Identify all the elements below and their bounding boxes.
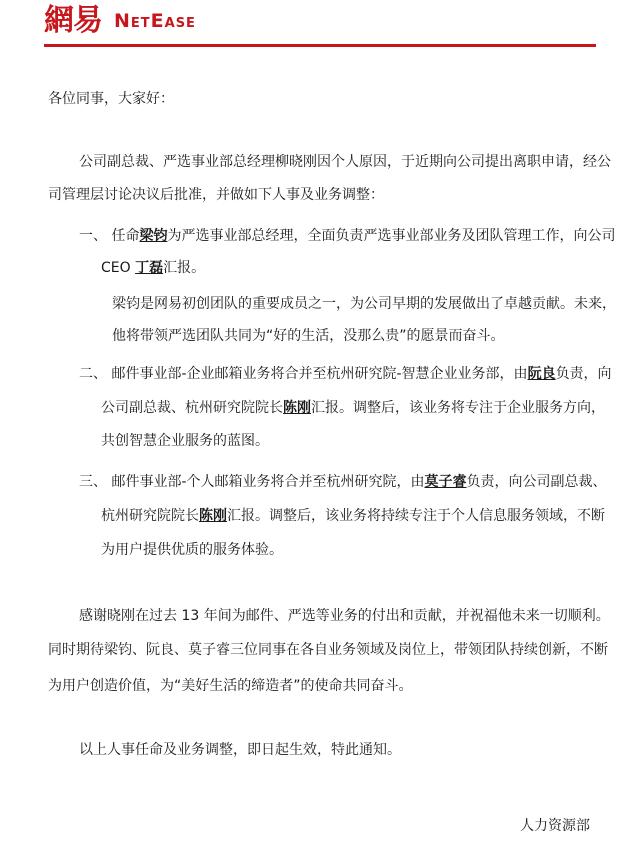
greeting: 各位同事，大家好： [48,91,174,107]
item-2-line-2 [101,398,605,418]
item-3-line-1 [79,472,607,492]
item-2-name-chengang: 陈刚 [283,400,311,416]
thanks-line-2: 同时期待梁钧、阮良、莫子睿三位同事在各自业务领域及岗位上，带领团队持续创新，不断 [48,642,608,658]
item-1-line-1 [79,226,615,246]
item-3-line-3: 为用户提供优质的服务体验。 [101,542,283,558]
netease-logo [44,3,196,38]
item-1-line-2 [101,258,205,278]
item-3-line-2 [101,506,605,526]
item-1-note-1: 梁钧是网易初创团队的重要成员之一，为公司早期的发展做出了卓越贡献。未来， [112,296,616,312]
thanks-line-3: 为用户创造价值，为“美好生活的缔造者”的使命共同奋斗。 [48,678,413,694]
thanks-line-1: 感谢晓刚在过去 13 年间为邮件、严选等业务的付出和贡献，并祝福他未来一切顺利。 [79,608,610,624]
item-2-text-a: 二、 邮件事业部-企业邮箱业务将合并至杭州研究院-智慧企业业务部，由 [79,366,528,382]
item-3-text-d: 汇报。调整后，该业务将持续专注于个人信息服务领域，不断 [227,508,605,524]
item-1-note-2: 他将带领严选团队共同为“好的生活，没那么贵”的愿景而奋斗。 [112,328,505,344]
logo-chinese: 網易 [44,3,102,38]
item-3-text-b: 负责，向公司副总裁、 [466,474,607,490]
item-2-line-3: 共创智慧企业服务的蓝图。 [101,433,269,449]
item-3-text-a: 三、 邮件事业部-个人邮箱业务将合并至杭州研究院，由 [79,474,425,490]
item-1-text-a: 一、 任命 [79,228,140,244]
item-1-report: 汇报。 [163,260,206,276]
item-2-text-c: 公司副总裁、杭州研究院院长 [101,400,283,416]
logo-english: NetEase [114,10,196,32]
item-3-name-chengang: 陈刚 [199,508,227,524]
item-1-name-liangjun: 梁钧 [139,228,168,244]
header-divider [44,44,596,47]
item-1-ceo: CEO [101,260,136,276]
item-1-name-dinglei: 丁磊 [135,260,164,276]
item-2-text-b: 负责，向 [555,366,612,382]
closing-line: 以上人事任命及业务调整，即日起生效，特此通知。 [79,742,401,758]
item-3-text-c: 杭州研究院院长 [101,508,199,524]
item-2-line-1 [79,364,612,384]
item-2-text-d: 汇报。调整后，该业务将专注于企业服务方向， [311,400,605,416]
item-3-name-mozirui: 莫子睿 [424,474,467,490]
signature: 人力资源部 [520,818,590,834]
intro-line-1: 公司副总裁、严选事业部总经理柳晓刚因个人原因，于近期向公司提出离职申请，经公 [79,154,611,170]
item-2-name-ruanliang: 阮良 [527,366,556,382]
item-1-text-b: 为严选事业部总经理，全面负责严选事业部业务及团队管理工作，向公司 [167,228,616,244]
intro-line-2: 司管理层讨论决议后批准，并做如下人事及业务调整： [48,187,384,203]
